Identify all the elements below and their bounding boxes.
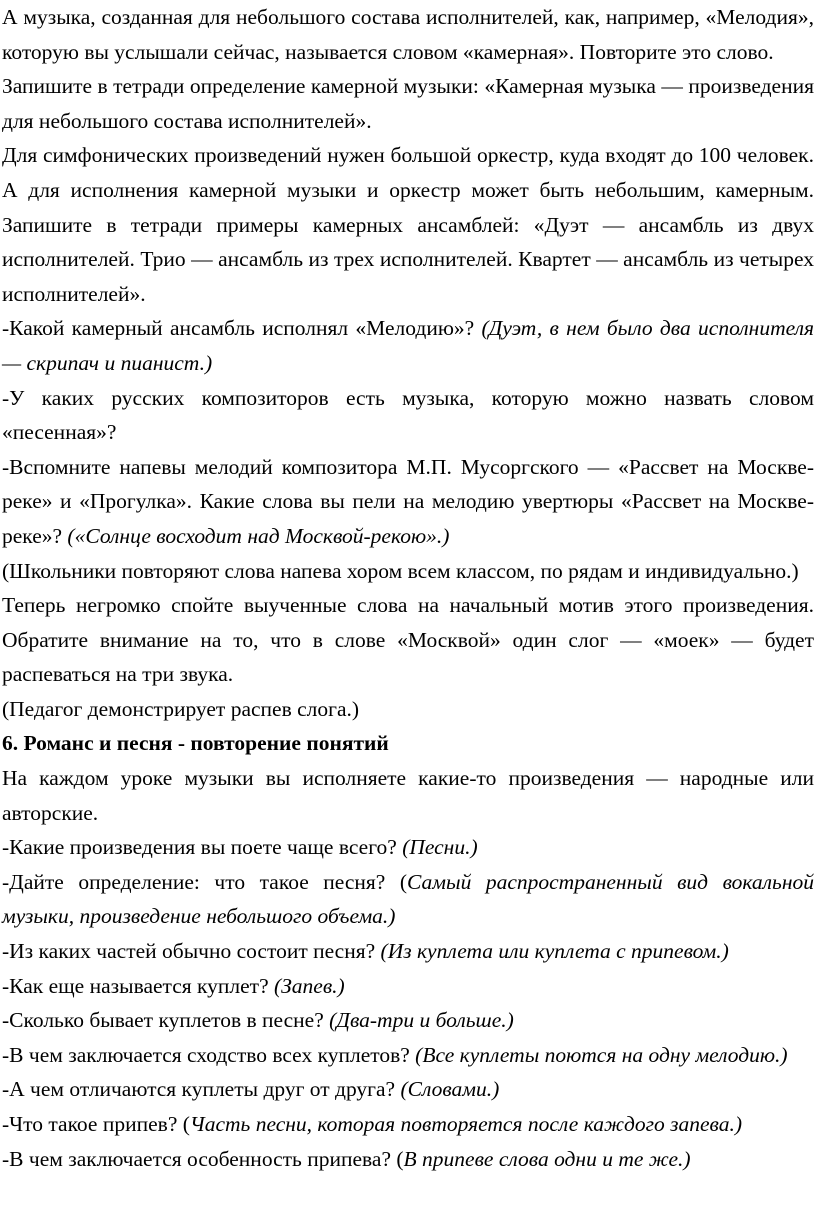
answer-text: (Словами.)	[400, 1077, 500, 1102]
paragraph-text: Для симфонических произведений нужен большой оркестр, куда входят до 100 человек. А для исполнения камерной музыки и оркестр может быть небольшим, камерным. Запишите в тетради примеры камерных ансамблей: «Дуэт — ансамбль из двух исполнителей. Трио — ансамбль из трех исполнителей. Квартет — ансамбль из четырех исполнителей».	[2, 143, 814, 306]
paragraph-text: -В чем заключается особенность припева? (	[2, 1146, 404, 1171]
paragraph-text: (Педагог демонстрирует распев слога.)	[2, 696, 360, 721]
paragraph	[2, 830, 814, 865]
paragraph	[2, 588, 814, 692]
paragraph	[2, 0, 814, 69]
paragraph	[2, 1038, 814, 1073]
paragraph-text: -У каких русских композиторов есть музыка, которую можно назвать словом «песенная»?	[2, 385, 814, 445]
paragraph	[2, 1003, 814, 1038]
paragraph	[2, 381, 814, 450]
answer-text: (Все куплеты поются на одну мелодию.)	[415, 1042, 788, 1067]
paragraph	[2, 138, 814, 311]
answer-text: Часть песни, которая повторяется после каждого запева.)	[189, 1112, 742, 1136]
paragraph	[2, 865, 814, 934]
paragraph	[2, 311, 814, 380]
paragraph-text: Запишите в тетради определение камерной музыки: «Камерная музыка — произведения для небольшого состава исполнителей».	[2, 74, 814, 133]
paragraph	[2, 450, 814, 554]
answer-text: (Дуэт, в нем было два исполнителя — скрипач и пианист.)	[2, 316, 814, 375]
paragraph-text: 6. Романс и песня - повторение понятий	[2, 731, 389, 756]
section-heading	[2, 726, 814, 761]
paragraph	[2, 969, 814, 1004]
paragraph	[2, 1142, 814, 1177]
answer-text: (Два-три и больше.)	[329, 1008, 514, 1033]
paragraph	[2, 69, 814, 138]
paragraph-text: -Какой камерный ансамбль исполнял «Мелодию»?	[2, 316, 482, 341]
paragraph	[2, 761, 814, 830]
answer-text: («Солнце восходит над Москвой-рекою».)	[67, 523, 450, 548]
paragraph-text: Теперь негромко спойте выученные слова на начальный мотив этого произведения. Обратите внимание на то, что в слове «Москвой» один слог — «моек» — будет распеваться на три звука.	[2, 593, 814, 687]
paragraph-text: -Дайте определение: что такое песня? (	[2, 869, 408, 894]
paragraph-text: -Какие произведения вы поете чаще всего?	[2, 835, 403, 860]
answer-text: (Запев.)	[273, 973, 345, 998]
paragraph-text: На каждом уроке музыки вы исполняете какие-то произведения — народные или авторские.	[2, 766, 814, 825]
paragraph-text: -Как еще называется куплет?	[2, 973, 274, 998]
paragraph-text: -Сколько бывает куплетов в песне?	[2, 1008, 330, 1033]
paragraph-text: -А чем отличаются куплеты друг от друга?	[2, 1077, 401, 1102]
paragraph	[2, 1072, 814, 1107]
paragraph-text: А музыка, созданная для небольшого состава исполнителей, как, например, «Мелодия», которую вы услышали сейчас, называется словом «камерная». Повторите это слово.	[2, 5, 814, 64]
paragraph	[2, 554, 814, 589]
paragraph-text: -В чем заключается сходство всех куплетов?	[2, 1042, 416, 1067]
answer-text: (Из куплета или куплета с припевом.)	[380, 939, 729, 964]
paragraph-text: (Школьники повторяют слова напева хором всем классом, по рядам и индивидуально.)	[2, 558, 799, 583]
paragraph-text: -Что такое припев? (	[2, 1112, 190, 1136]
paragraph-text: -Из каких частей обычно состоит песня?	[2, 939, 381, 964]
answer-text: Самый распространенный вид вокальной музыки, произведение небольшого объема.)	[2, 869, 814, 929]
answer-text: В припеве слова одни и те же.)	[403, 1146, 691, 1171]
answer-text: (Песни.)	[402, 835, 478, 860]
paragraph-text: -Вспомните напевы мелодий композитора М.П. Мусоргского — «Рассвет на Москве-реке» и «Прогулка». Какие слова вы пели на мелодию увертюры «Рассвет на Москве-реке»?	[2, 454, 814, 548]
paragraph	[2, 1107, 814, 1142]
paragraph	[2, 934, 814, 969]
paragraph	[2, 692, 814, 727]
